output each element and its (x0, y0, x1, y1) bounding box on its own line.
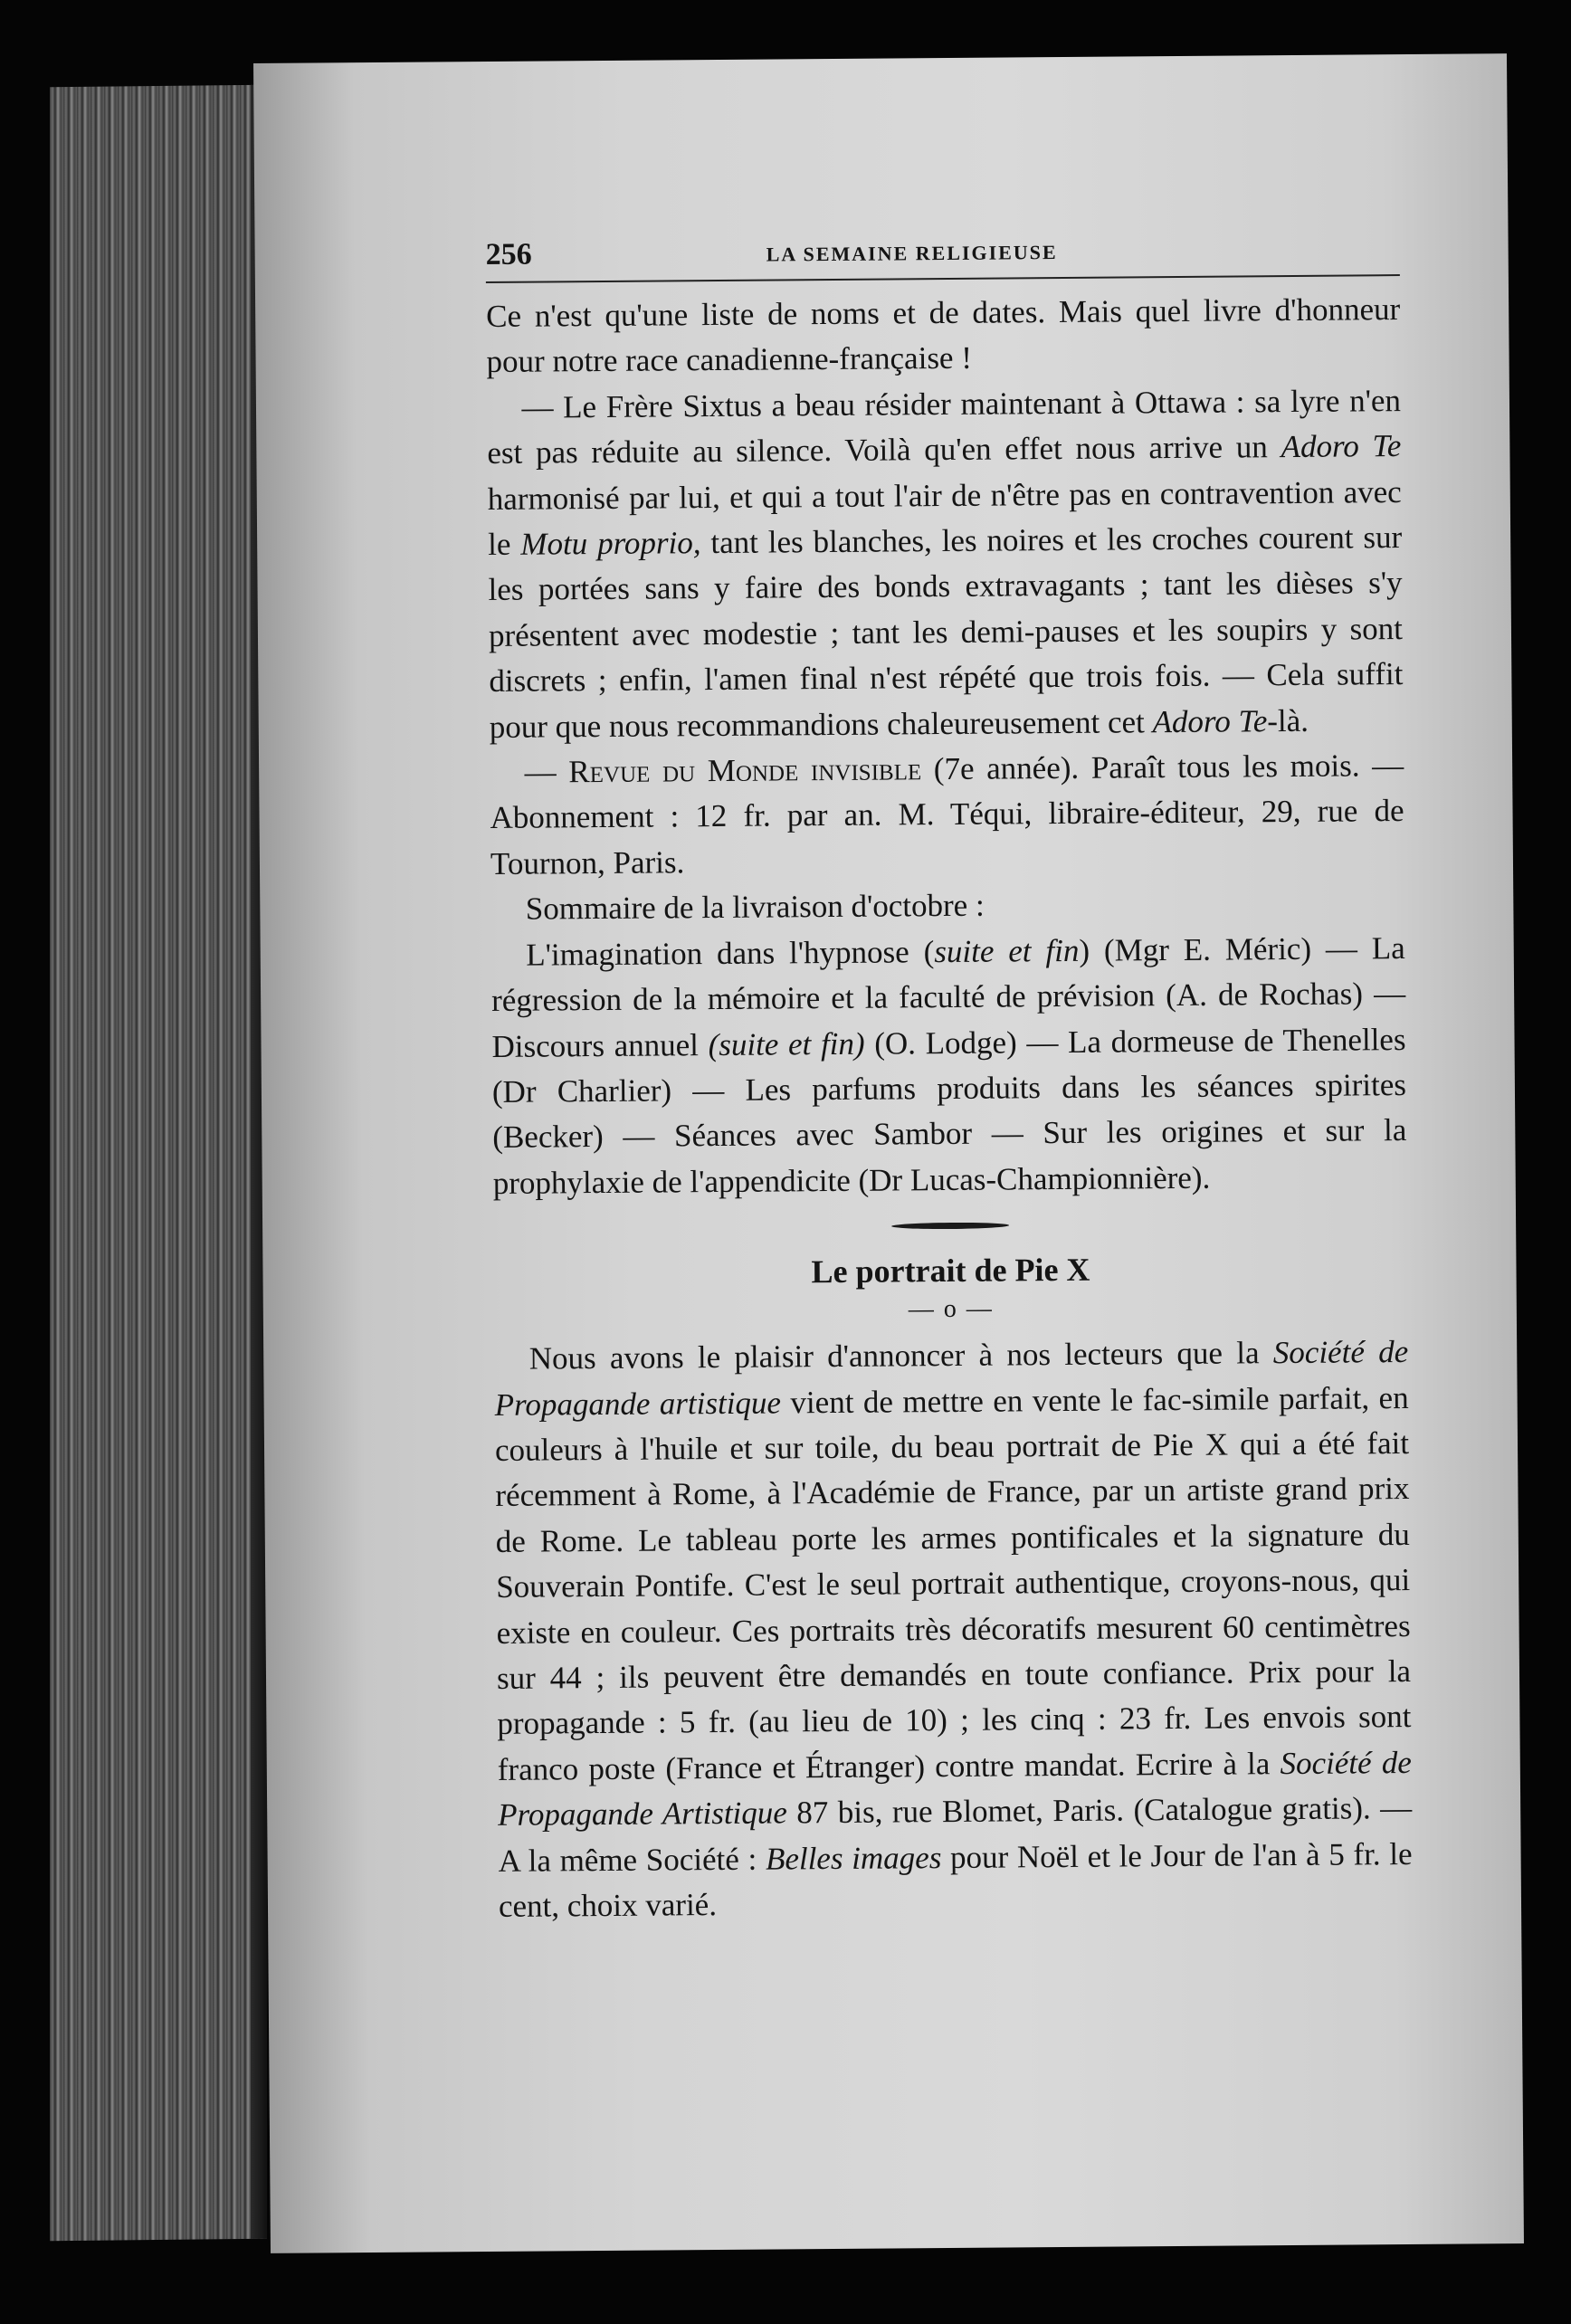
page-content (486, 231, 1414, 1929)
text-run: pour Noël et le Jour de l'an à 5 fr. le cent, choix varié. (498, 1835, 1413, 1924)
text-run: harmonisé par lui, et qui a tout l'air de n'être pas en contravention avec le (487, 473, 1402, 563)
text-run: tant les blanches, les noires et les croches courent sur les portées sans y faire des bonds extravagants ; tant les dièses s'y présentent avec modestie ; tant les demi-pauses et les soupirs y sont discrets ; enfin, l'amen final n'est répété que trois fois. — Cela suffit pour que nous recommandions chaleureusement cet (488, 519, 1404, 745)
text-run: vient de mettre en vente le fac-simile parfait, en couleurs à l'huile et sur toile, du beau portrait de Pie X qui a été fait récemment à Rome, à l'Académie de France, par un artiste grand prix de Rome. Le tableau porte les armes pontificales et la signature du Souverain Pontife. C'est le seul portrait authentique, croyons-nous, qui existe en couleur. Ces portraits très décoratifs mesurent 60 centimètres sur 44 ; ils peuvent être demandés en toute confiance. Prix pour la propagande : 5 fr. (au lieu de 10) ; les cinq : 23 fr. Les envois sont franco poste (France et Étranger) contre mandat. Ecrire à la (494, 1379, 1412, 1787)
text-run: Sommaire de la livraison d'octobre : (525, 887, 985, 927)
italic-note: suite et fin (934, 932, 1080, 969)
paragraph-revue (490, 743, 1404, 887)
book-page-edges (50, 85, 267, 2242)
italic-society: Société de Propagande artistique (494, 1334, 1409, 1423)
section-title: Le portrait de Pie X (811, 1251, 1090, 1291)
paragraph-sommaire (491, 926, 1407, 1206)
text-run: (7e année). Paraît tous les mois. — Abonnement : 12 fr. par an. M. Téqui, libraire-éditeur, 29, rue de Tournon, Paris. (490, 748, 1404, 881)
section-ornament (493, 1214, 1407, 1239)
paragraph-sixtus (487, 378, 1404, 750)
text-run: ) (Mgr E. Méric) — La régression de la mémoire et la faculté de prévision (A. de Rochas) — Discours annuel (490, 929, 1406, 1064)
paragraph-sommaire-label (490, 880, 1404, 932)
text-run: -là. (1267, 702, 1309, 738)
ornament-rule (891, 1223, 1009, 1230)
text-run: L'imagination dans l'hypnose ( (526, 933, 935, 973)
paragraph-liste-text: Ce n'est qu'une liste de noms et de dates. Mais quel livre d'honneur pour notre race canadienne-française ! (486, 291, 1401, 380)
running-title: LA SEMAINE RELIGIEUSE (766, 241, 1058, 266)
page-number: 256 (485, 237, 532, 271)
running-head (486, 231, 1400, 283)
text-run: 87 bis, rue Blomet, Paris. (Catalogue gratis). — A la même Société : (498, 1790, 1413, 1879)
paragraph-portrait (494, 1329, 1413, 1929)
italic-title: Adoro Te (1281, 428, 1402, 465)
italic-title: Adoro Te (1152, 702, 1268, 739)
italic-title: Motu proprio, (520, 525, 701, 562)
revue-title: Revue du Monde invisible (568, 751, 922, 790)
text-run: — (524, 754, 569, 790)
printed-page (253, 53, 1524, 2253)
text-run: — Le Frère Sixtus a beau résider maintenant à Ottawa : sa lyre n'en est pas réduite au silence. Voilà qu'en effet nous arrive un (487, 382, 1402, 471)
italic-society: Société de Propagande Artistique (498, 1744, 1412, 1833)
section-rule: — o — (908, 1294, 994, 1324)
text-run: (O. Lodge) — La dormeuse de Thenelles (Dr Charlier) — Les parfums produits dans les séances spirites (Becker) — Séances avec Sambor — Sur les origines et sur la prophylaxie de l'appendicite (Dr Lucas-Championnière). (491, 1021, 1407, 1201)
paragraph-liste (486, 287, 1401, 386)
text-run: Nous avons le plaisir d'annoncer à nos lecteurs que la (528, 1335, 1273, 1376)
italic-note: (suite et fin) (708, 1025, 865, 1062)
italic-images: Belles images (765, 1839, 942, 1877)
